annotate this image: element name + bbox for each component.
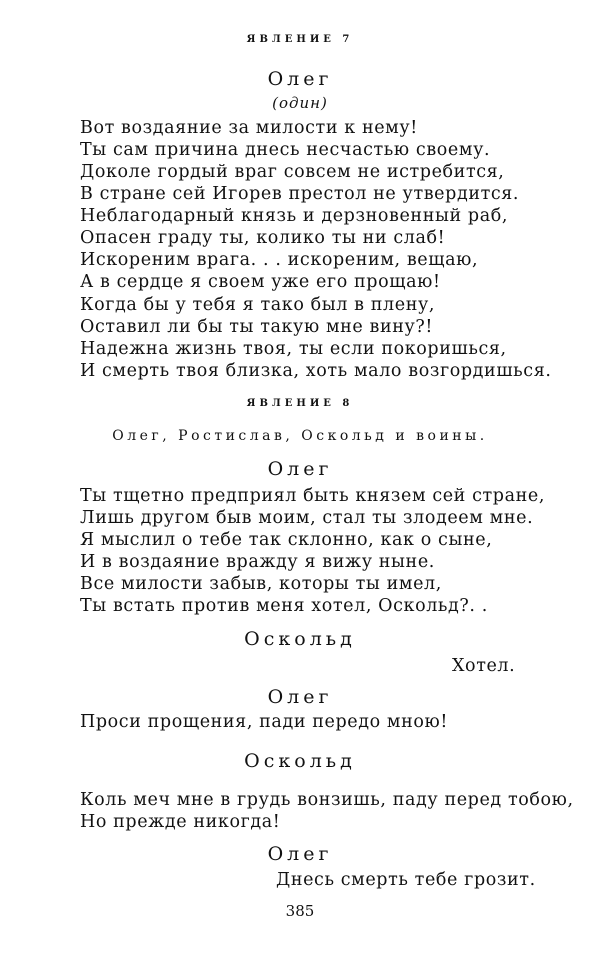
- page-number: 385: [285, 902, 315, 920]
- verse-line: Но прежде никогда!: [80, 812, 281, 832]
- scene-heading: ЯВЛЕНИЕ 8: [246, 398, 354, 409]
- verse-line: А в сердце я своем уже его прощаю!: [80, 272, 441, 292]
- verse-line: Ты встать против меня хотел, Оскольд?. .: [80, 596, 488, 616]
- verse-line: Я мыслил о тебе так склонно, как о сыне,: [80, 530, 493, 550]
- verse-line: Хотел.: [452, 656, 516, 676]
- scene-heading: ЯВЛЕНИЕ 7: [246, 34, 354, 45]
- verse-line: Коль меч мне в грудь вонзишь, паду перед тобою,: [80, 790, 574, 810]
- verse-line: Оставил ли бы ты такую мне вину?!: [80, 317, 434, 337]
- verse-line: Искореним врага. . . искореним, вещаю,: [80, 250, 479, 270]
- verse-line: Лишь другом быв моим, стал ты злодеем мне.: [80, 508, 534, 528]
- verse-line: Доколе гордый враг совсем не истребится,: [80, 162, 505, 182]
- speaker-name: Олег: [267, 843, 333, 865]
- verse-line: Днесь смерть тебе грозит.: [276, 870, 536, 890]
- verse-line: И в воздаяние вражду я вижу ныне.: [80, 552, 435, 572]
- verse-line: Проси прощения, пади передо мною!: [80, 712, 448, 732]
- verse-line: Ты тщетно предприял быть князем сей стране,: [80, 486, 546, 506]
- verse-line: Опасен граду ты, колико ты ни слаб!: [80, 228, 446, 248]
- verse-line: Вот воздаяние за милости к нему!: [80, 118, 418, 138]
- cast-list: Олег, Ростислав, Оскольд и воины.: [112, 428, 488, 444]
- speaker-name: Олег: [267, 686, 333, 708]
- speaker-name: Оскольд: [244, 750, 356, 772]
- verse-line: Неблагодарный князь и дерзновенный раб,: [80, 206, 509, 226]
- verse-line: Ты сам причина днесь несчастью своему.: [80, 140, 491, 160]
- stage-direction: (один): [272, 94, 328, 112]
- verse-line: И смерть твоя близка, хоть мало возгордишься.: [80, 361, 552, 381]
- verse-line: Надежна жизнь твоя, ты если покоришься,: [80, 339, 507, 359]
- verse-line: В стране сей Игорев престол не утвердится.: [80, 184, 520, 204]
- speaker-name: Оскольд: [244, 628, 356, 650]
- verse-line: Все милости забыв, которы ты имел,: [80, 574, 442, 594]
- speaker-name: Олег: [267, 68, 333, 90]
- verse-line: Когда бы у тебя я тако был в плену,: [80, 295, 436, 315]
- speaker-name: Олег: [267, 458, 333, 480]
